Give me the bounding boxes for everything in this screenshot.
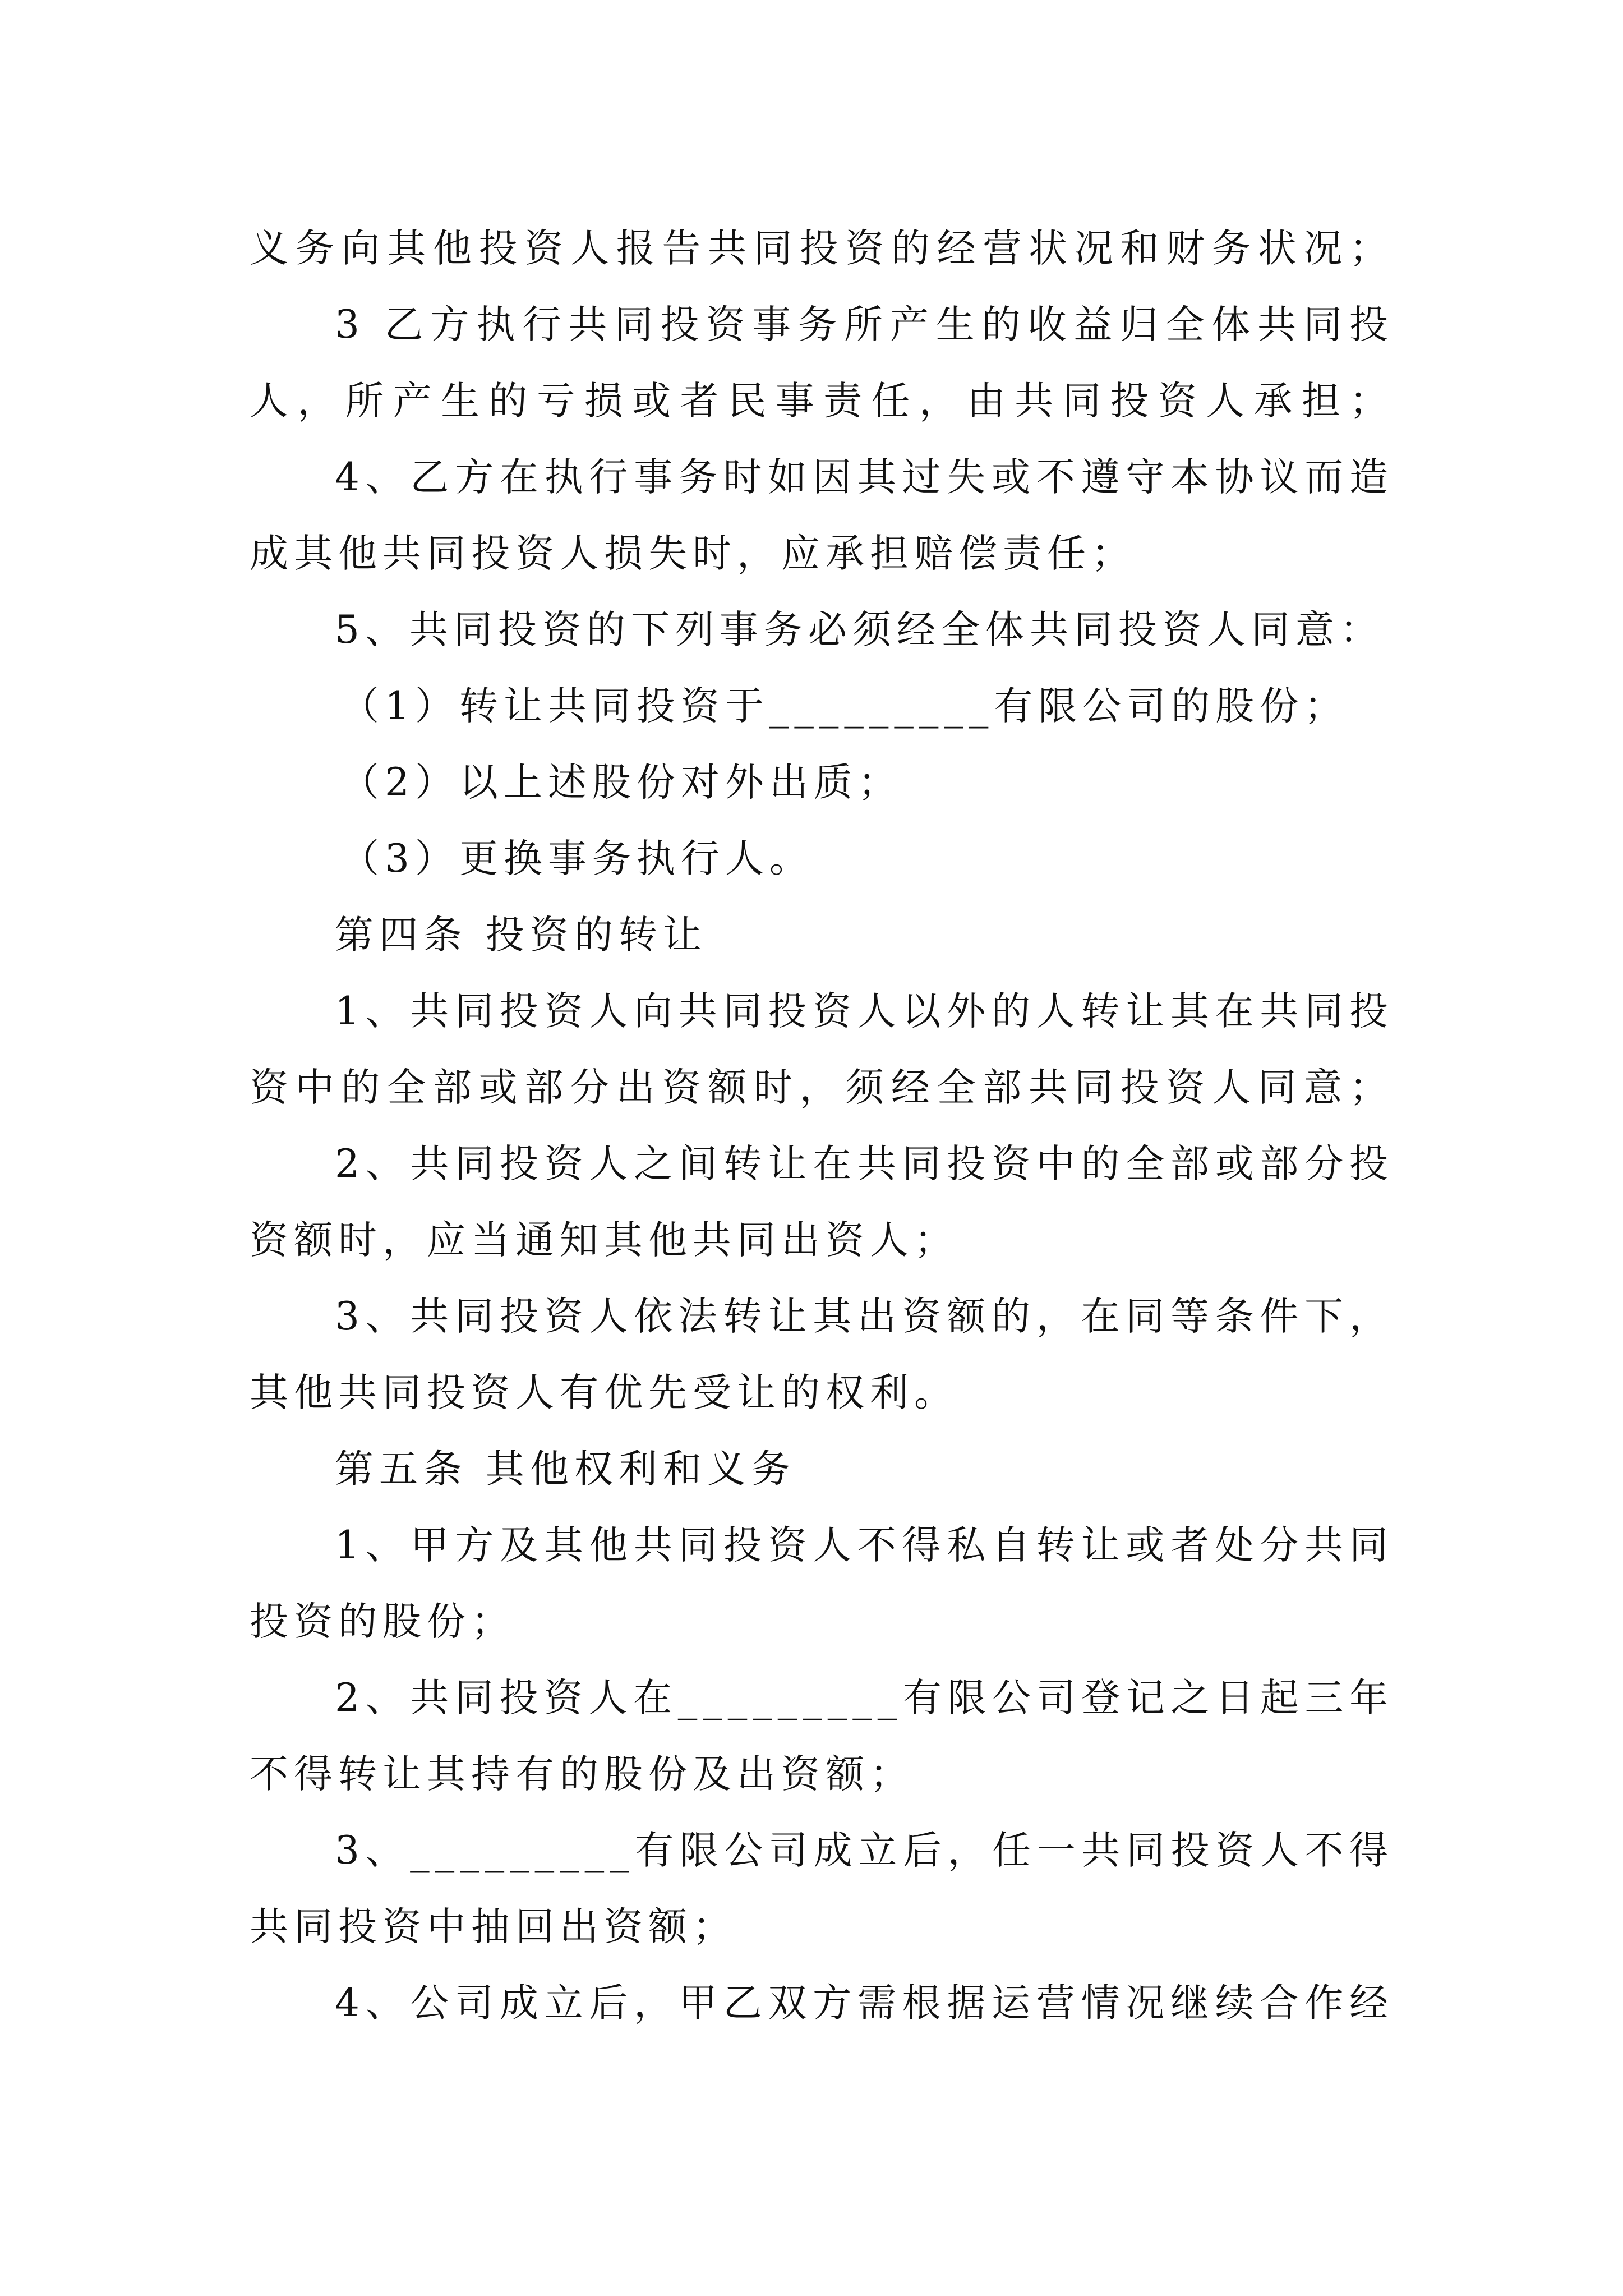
rights-clause-3-line-1: 3、_________有限公司成立后，任一共同投资人不得 — [335, 1828, 1394, 1873]
transfer-clause-3-line-2: 其他共同投资人有优先受让的权利。 — [250, 1370, 958, 1415]
clause-5-line-1: 5、共同投资的下列事务必须经全体共同投资人同意： — [335, 608, 1384, 652]
transfer-clause-3-line-1: 3、共同投资人依法转让其出资额的，在同等条件下， — [335, 1294, 1394, 1339]
clause-4-line-1: 4、乙方在执行事务时如因其过失或不遵守本协议而造 — [335, 455, 1394, 500]
text-line-1: 义务向其他投资人报告共同投资的经营状况和财务状况； — [250, 226, 1394, 271]
document-body — [250, 210, 1394, 2041]
rights-clause-1-line-2: 投资的股份； — [250, 1599, 515, 1644]
transfer-clause-1-line-1: 1、共同投资人向共同投资人以外的人转让其在共同投 — [335, 989, 1394, 1034]
transfer-clause-2-line-1: 2、共同投资人之间转让在共同投资中的全部或部分投 — [335, 1142, 1394, 1186]
sub-item-3: （3）更换事务执行人。 — [340, 836, 814, 881]
rights-clause-3-line-2: 共同投资中抽回出资额； — [250, 1904, 737, 1949]
sub-item-1: （1）转让共同投资于_________有限公司的股份； — [340, 684, 1349, 729]
transfer-clause-1-line-2: 资中的全部或部分出资额时，须经全部共同投资人同意； — [250, 1065, 1394, 1110]
section-heading-5: 第五条 其他权利和义务 — [335, 1447, 796, 1492]
rights-clause-1-line-1: 1、甲方及其他共同投资人不得私自转让或者处分共同 — [335, 1523, 1394, 1568]
clause-4-line-2: 成其他共同投资人损失时，应承担赔偿责任； — [250, 531, 1136, 576]
rights-clause-2-line-2: 不得转让其持有的股份及出资额； — [250, 1752, 914, 1797]
section-heading-4: 第四条 投资的转让 — [335, 913, 707, 958]
sub-item-2: （2）以上述股份对外出质； — [340, 760, 902, 805]
clause-3-line-2: 人，所产生的亏损或者民事责任，由共同投资人承担； — [250, 379, 1394, 424]
rights-clause-2-line-1: 2、共同投资人在_________有限公司登记之日起三年 — [335, 1676, 1394, 1720]
transfer-clause-2-line-2: 资额时，应当通知其他共同出资人； — [250, 1218, 958, 1263]
rights-clause-4-line-1: 4、公司成立后，甲乙双方需根据运营情况继续合作经 — [335, 1981, 1394, 2026]
clause-3-line-1: 3 乙方执行共同投资事务所产生的收益归全体共同投 — [335, 302, 1394, 347]
